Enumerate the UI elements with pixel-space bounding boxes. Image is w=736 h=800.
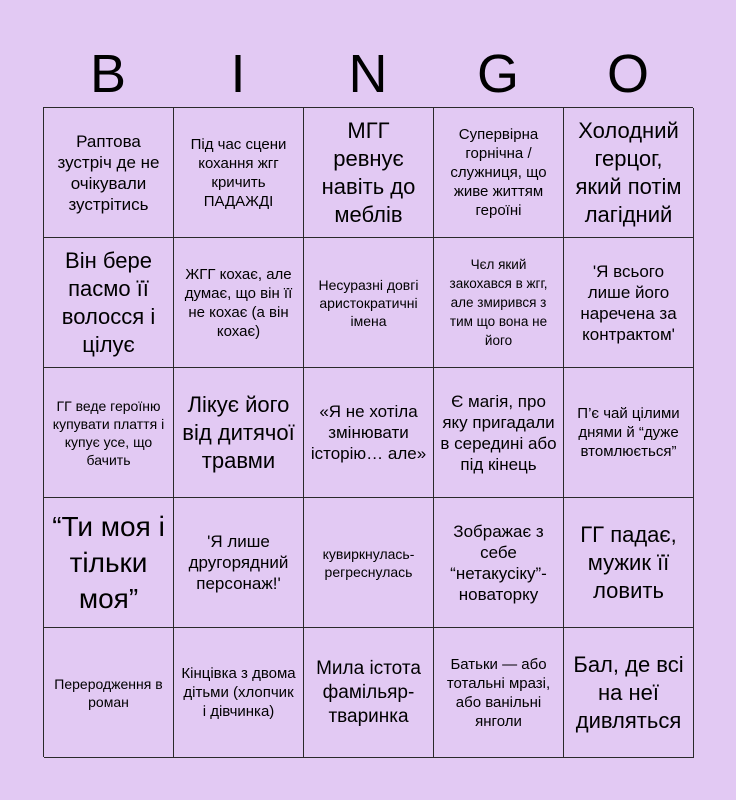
bingo-cell[interactable]: Він бере пасмо її волосся і цілує — [44, 238, 174, 368]
bingo-cell[interactable]: 'Я всього лише його наречена за контрактом' — [564, 238, 694, 368]
bingo-cell[interactable]: Чєл який закохався в жгг, але змирився з тим що вона не його — [434, 238, 564, 368]
title-letter-g: G — [476, 44, 519, 104]
bingo-cell[interactable]: Є магія, про яку пригадали в середині або під кінець — [434, 368, 564, 498]
bingo-cell[interactable]: Переродження в роман — [44, 628, 174, 758]
bingo-cell[interactable]: МГГ ревнує навіть до меблів — [304, 108, 434, 238]
bingo-cell[interactable]: ЖГГ кохає, але думає, що він її не кохає (а він кохає) — [174, 238, 304, 368]
bingo-cell[interactable]: Бал, де всі на неї дивляться — [564, 628, 694, 758]
title-letter-b: B — [89, 44, 127, 104]
bingo-title — [43, 40, 693, 108]
title-letter-o: O — [606, 44, 649, 104]
bingo-grid — [43, 107, 693, 757]
bingo-cell[interactable]: Лікує його від дитячої травми — [174, 368, 304, 498]
title-letter-i: I — [230, 44, 246, 104]
bingo-cell[interactable]: Раптова зустріч де не очікували зустрітись — [44, 108, 174, 238]
bingo-cell[interactable]: «Я не хотіла змінювати історію… але» — [304, 368, 434, 498]
bingo-cell[interactable]: Під час сцени кохання жгг кричить ПАДАЖДІ — [174, 108, 304, 238]
bingo-cell[interactable]: кувиркнулась-регреснулась — [304, 498, 434, 628]
bingo-cell[interactable]: “Ти моя і тільки моя” — [44, 498, 174, 628]
bingo-cell[interactable]: 'Я лише другорядний персонаж!' — [174, 498, 304, 628]
title-letter-n: N — [348, 44, 388, 104]
bingo-cell[interactable]: Зображає з себе “нетакусіку”-новаторку — [434, 498, 564, 628]
bingo-cell[interactable]: Холодний герцог, який потім лагідний — [564, 108, 694, 238]
bingo-cell[interactable]: ГГ падає, мужик її ловить — [564, 498, 694, 628]
bingo-cell[interactable]: П’є чай цілими днями й “дуже втомлюється” — [564, 368, 694, 498]
bingo-cell[interactable]: ГГ веде героїню купувати плаття і купує усе, що бачить — [44, 368, 174, 498]
bingo-cell[interactable]: Мила істота фамільяр-тваринка — [304, 628, 434, 758]
bingo-cell[interactable]: Супервірна горнічна / служниця, що живе життям героїні — [434, 108, 564, 238]
bingo-cell[interactable]: Кінцівка з двома дітьми (хлопчик і дівчинка) — [174, 628, 304, 758]
bingo-cell[interactable]: Несуразні довгі аристократичні імена — [304, 238, 434, 368]
bingo-cell[interactable]: Батьки — або тотальні мразі, або ванільні янголи — [434, 628, 564, 758]
